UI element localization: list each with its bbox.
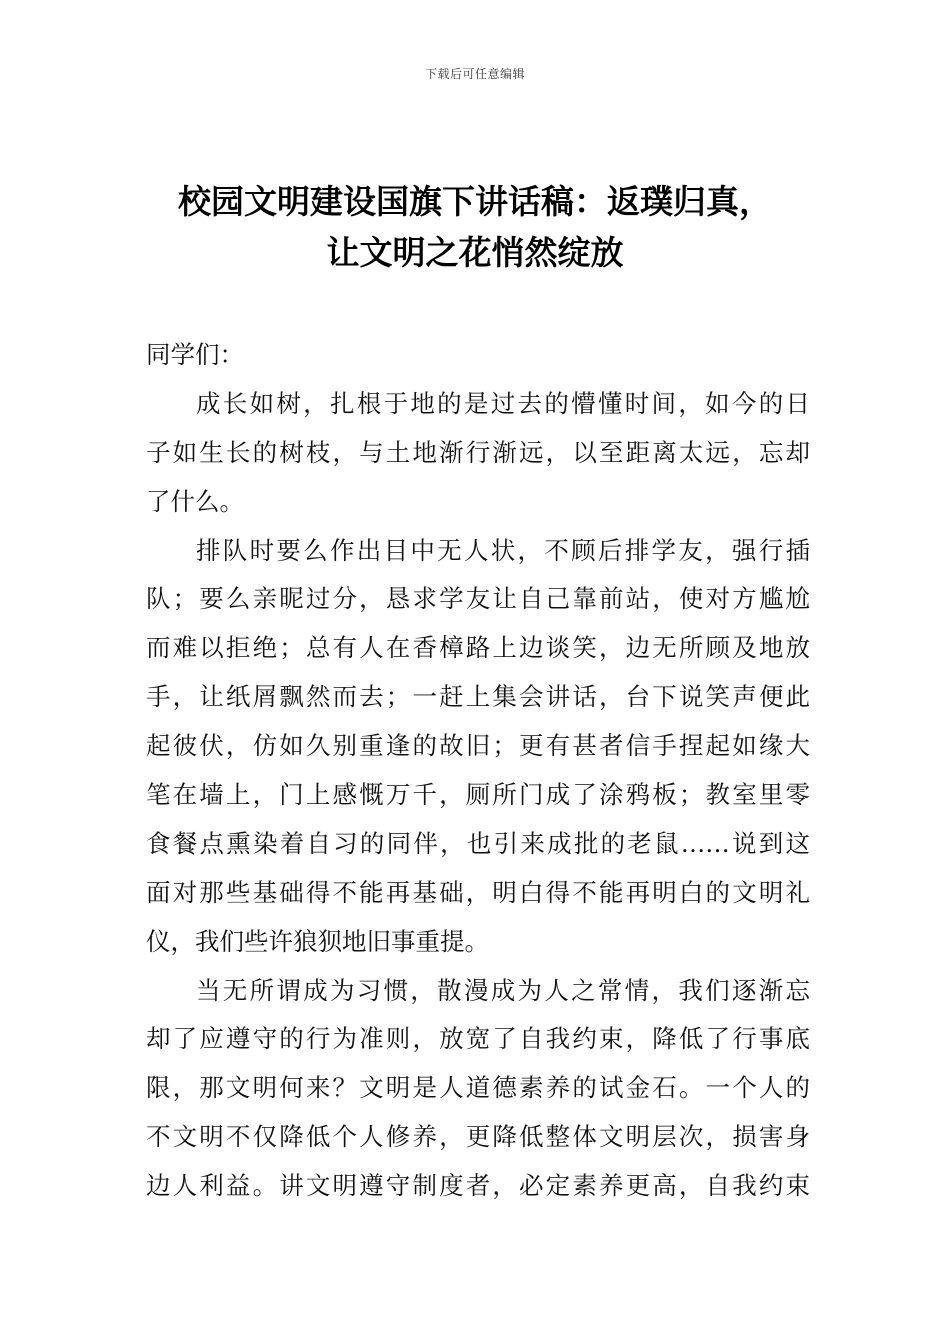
paragraph-line: 子如生长的树枝，与土地渐行渐远，以至距离太远，忘却: [146, 437, 810, 467]
paragraph-line: 不文明不仅降低个人修养，更降低整体文明层次，损害身: [146, 1122, 810, 1152]
paragraph-line: 起彼伏，仿如久别重逢的故旧；更有甚者信手捏起如缘大: [146, 731, 810, 761]
paragraph-line: 仪，我们些许狼狈地旧事重提。: [146, 926, 489, 956]
paragraph-line: 排队时要么作出目中无人状，不顾后排学友，强行插: [196, 535, 810, 565]
title-line-1: 校园文明建设国旗下讲话稿：返璞归真，: [178, 182, 772, 221]
paragraph-line: 成长如树，扎根于地的是过去的懵懂时间，如今的日: [196, 388, 810, 418]
paragraph-line: 笔在墙上，门上感慨万千，厕所门成了涂鸦板；教室里零: [146, 780, 810, 810]
paragraph-line: 食餐点熏染着自习的同伴，也引来成批的老鼠……说到这: [146, 828, 810, 858]
paragraph-line: 却了应遵守的行为准则，放宽了自我约束，降低了行事底: [146, 1024, 810, 1054]
document-body: [146, 331, 810, 1211]
salutation: 同学们：: [146, 340, 244, 369]
paragraph-line: 当无所谓成为习惯，散漫成为人之常情，我们逐渐忘: [196, 975, 810, 1005]
header-note: 下载后可任意编辑: [424, 67, 525, 81]
title-line-2: 让文明之花悄然绽放: [326, 233, 624, 272]
paragraph-line: 了什么。: [146, 486, 244, 516]
paragraph-line: 手，让纸屑飘然而去；一赶上集会讲话，台下说笑声便此: [146, 682, 810, 712]
paragraph-line: 而难以拒绝；总有人在香樟路上边谈笑，边无所顾及地放: [146, 633, 810, 663]
paragraph-line: 边人利益。讲文明遵守制度者，必定素养更高，自我约束: [146, 1171, 810, 1201]
paragraph-line: 限，那文明何来？文明是人道德素养的试金石。一个人的: [146, 1073, 810, 1103]
paragraph-line: 面对那些基础得不能再基础，明白得不能再明白的文明礼: [146, 877, 810, 907]
paragraph-line: 队；要么亲昵过分，恳求学友让自己靠前站，使对方尴尬: [146, 584, 810, 614]
document-title: [100, 176, 850, 278]
